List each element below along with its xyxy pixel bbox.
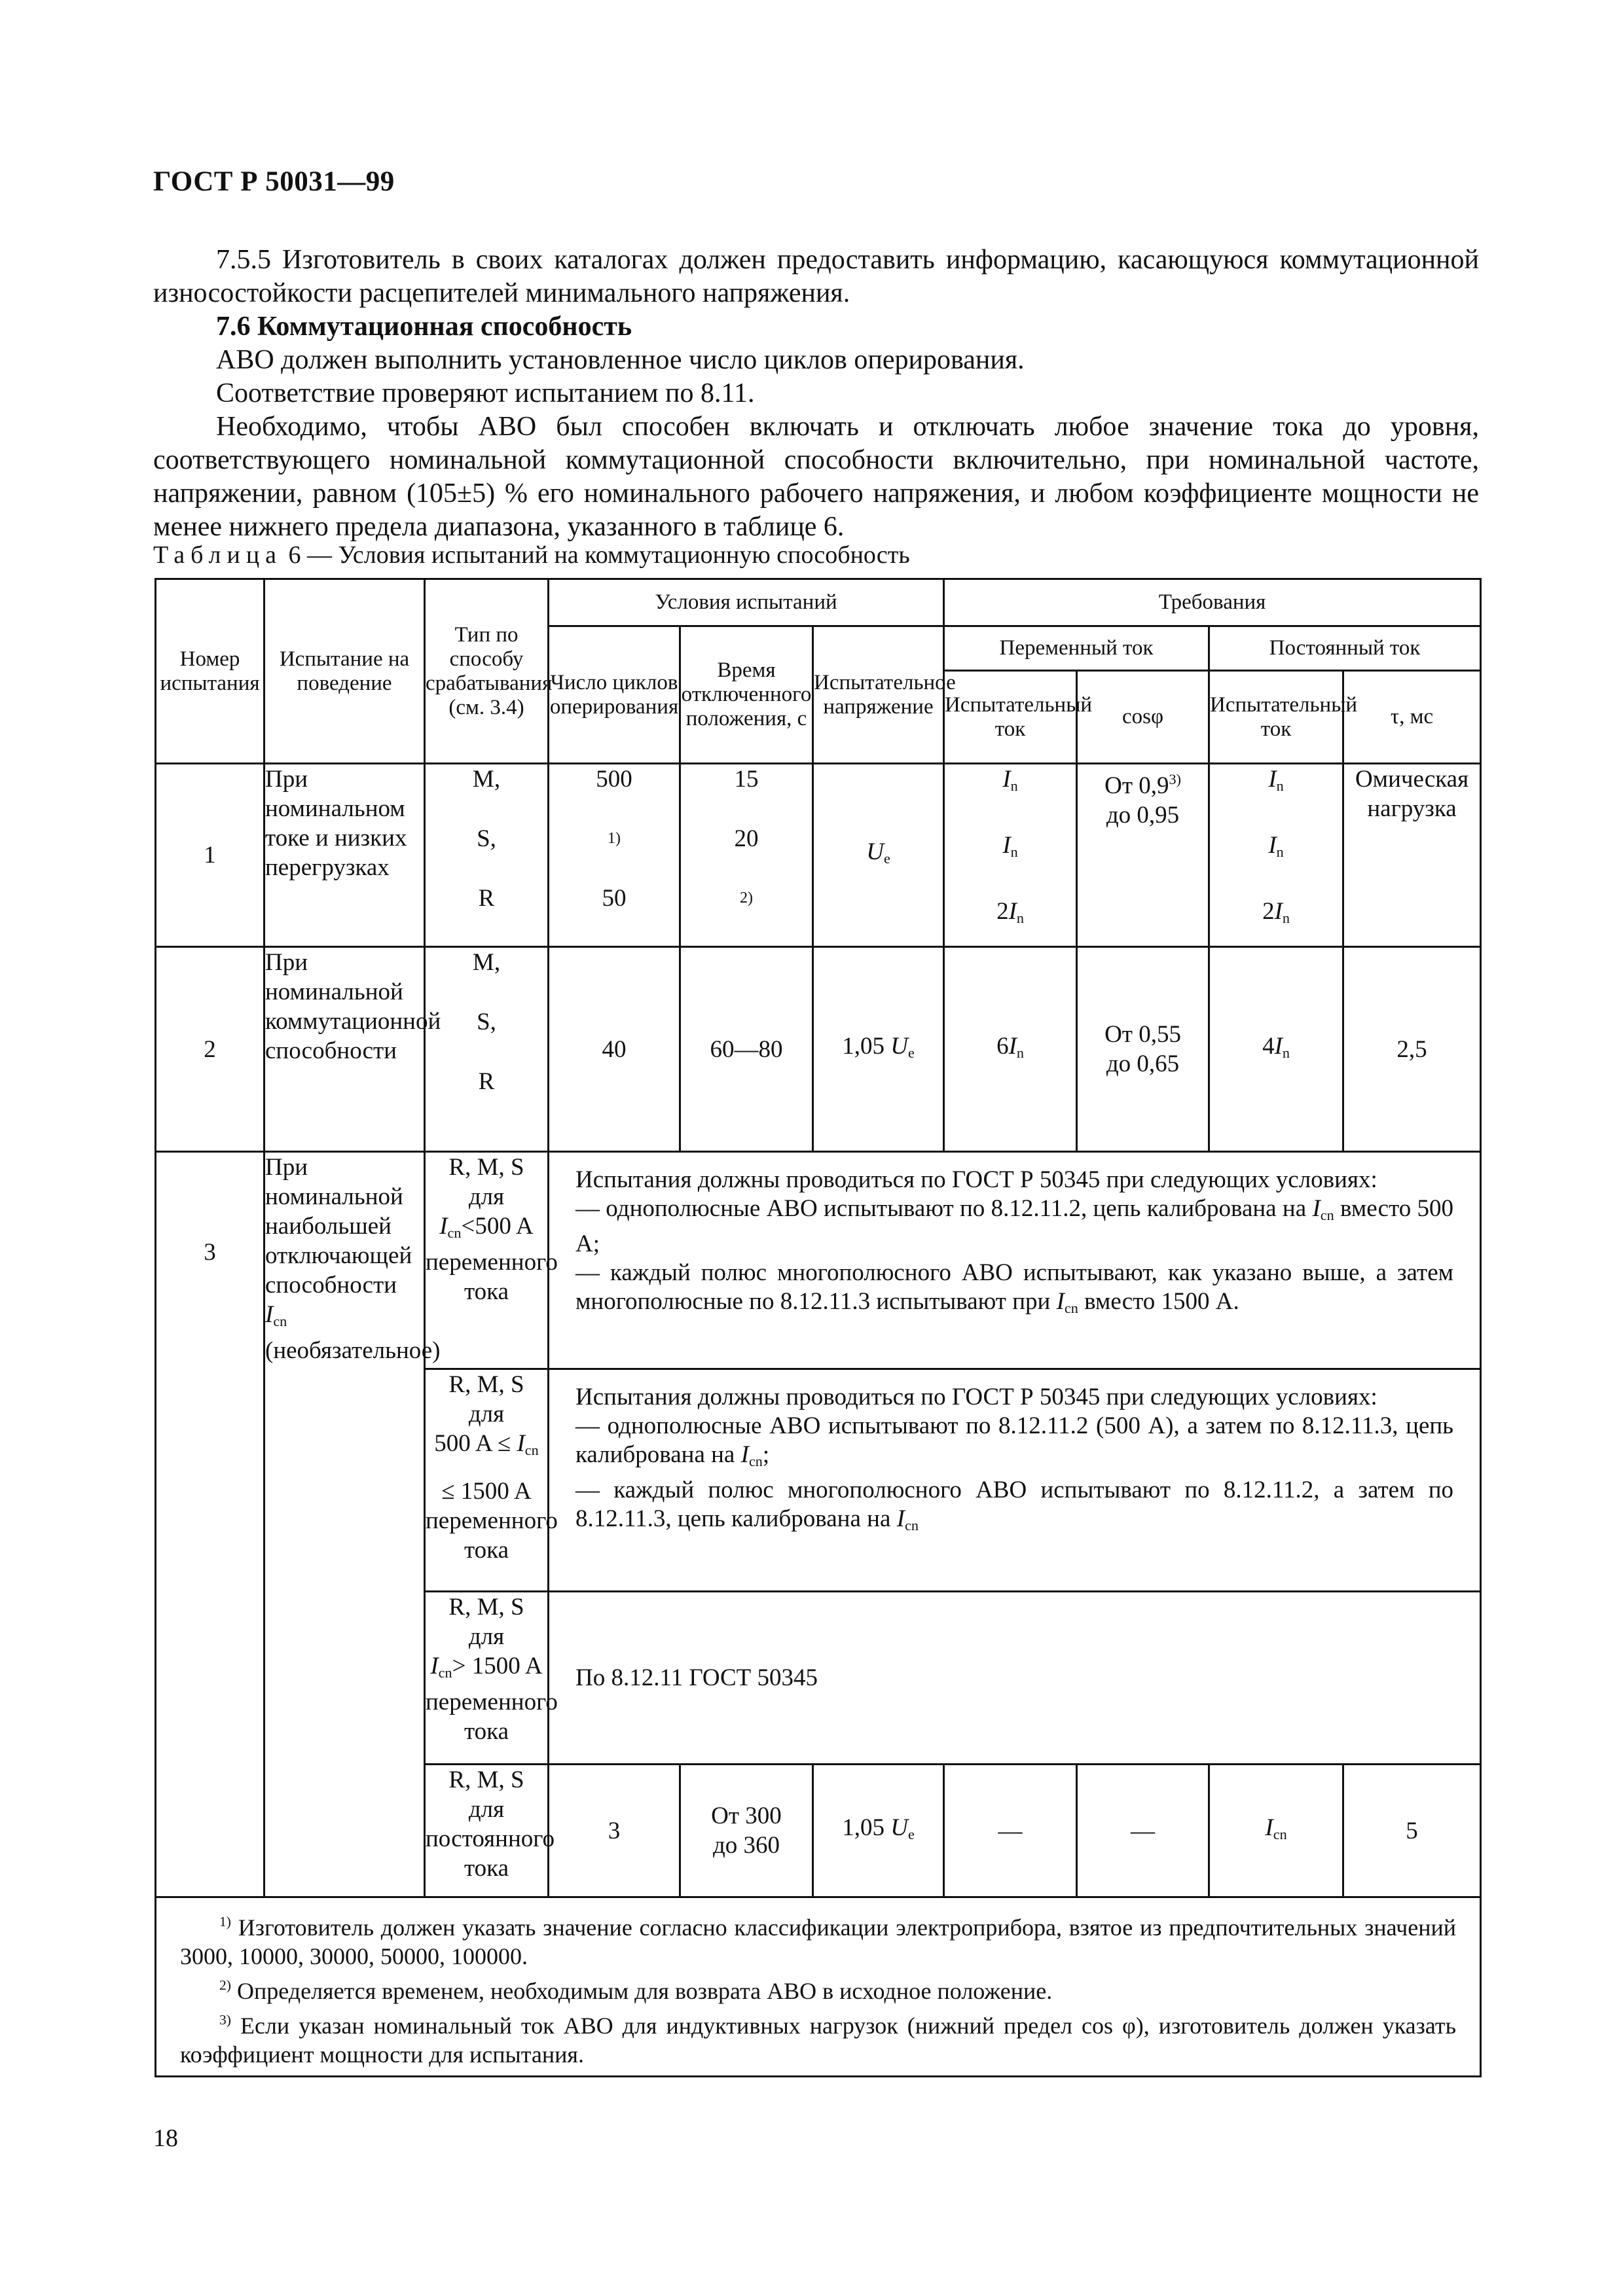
row1-behavior: При номинальном токе и низких перегрузках	[264, 764, 425, 947]
paragraph-7-5-5: 7.5.5 Изготовитель в своих каталогах должен предоставить информацию, касающуюся коммутационной износостойкости расцепителей минимального напряжения.	[153, 245, 1479, 308]
row1-dc-current-value: $I_n$	[1268, 766, 1284, 794]
row1-number: 1	[156, 764, 264, 947]
header-behavior: Испытание на поведение	[264, 579, 425, 764]
row1-ac-current-value: $I_n$	[1002, 766, 1018, 794]
footnote-ref: 2)	[740, 889, 753, 906]
paragraph: Необходимо, чтобы АВО был способен включать и отключать любое значение тока до уровня, соответствующего номинальной коммутационной способности включительно, при номинальной частоте, напряжении, равном (105±5) % его номинального рабочего напряжения, и любом коэффициенте мощности не менее нижнего предела диапазона, указанного в таблице 6.	[153, 412, 1479, 542]
table-caption	[153, 541, 910, 569]
header-tau: τ, мс	[1343, 671, 1481, 764]
paragraph: АВО должен выполнить установленное число циклов оперирования.	[216, 345, 1025, 375]
table-row	[156, 947, 1481, 1152]
paragraph: Соответствие проверяют испытанием по 8.11.	[216, 378, 755, 408]
header-ac-current: Испытательный ток	[944, 671, 1077, 764]
row3-sub2-type: R, M, S для 500 $A \le I_{cn}$ ≤ 1500 A переменного тока	[425, 1369, 549, 1592]
table-caption-title: — Условия испытаний на коммутационную способность	[307, 541, 910, 569]
row3-sub4-cos: —	[1077, 1765, 1209, 1897]
row1-types	[425, 764, 549, 947]
table-footnotes	[156, 1897, 1481, 2077]
header-cycles: Число циклов оперирования	[549, 626, 680, 764]
row1-cycles-value: 50	[602, 885, 627, 912]
footnote: $^{3)}$ Если указан номинальный ток АВО для индуктивных нагрузок (нижний предел cos φ), изготовитель должен указать коэффициент мощности для испытания.	[180, 2012, 1457, 2068]
header-requirements: Требования	[944, 579, 1481, 626]
row1-cycles-value: 500	[596, 766, 632, 793]
row1-type: R	[478, 885, 495, 912]
row3-sub2-conditions: Испытания должны проводиться по ГОСТ Р 50345 при следующих условиях: — однополюсные АВО испытывают по 8.12.11.2 (500 А), а затем по 8.12.11.3, цепь калибрована на $I_{cn}$; — каждый полюс многополюсного АВО испытывают по 8.12.11.2, а затем по 8.12.11.3, цепь калибрована на $I_{cn}$	[549, 1369, 1481, 1592]
row2-voltage: 1,05 $U_e$	[813, 947, 944, 1152]
row2-ac-current: $6I_n$	[944, 947, 1077, 1152]
row1-ac-current-value: $I_n$	[1002, 832, 1018, 860]
header-cos: cosφ	[1077, 671, 1209, 764]
row1-cycles	[549, 764, 680, 947]
row1-dc-current-value: $I_n$	[1268, 832, 1284, 860]
header-test-conditions: Условия испытаний	[549, 579, 944, 626]
row3-sub4-cycles: 3	[549, 1765, 680, 1897]
footnote: $^{2)}$ Определяется временем, необходимым для возврата АВО в исходное положение.	[219, 1977, 1053, 2004]
header-dc-current: Испытательный ток	[1209, 671, 1343, 764]
row2-behavior: При номинальной коммутационной способности	[264, 947, 425, 1152]
row2-cos: От 0,55 до 0,65	[1077, 947, 1209, 1152]
header-dc: Постоянный ток	[1209, 626, 1481, 671]
row1-cos: От 0,9$^{3)}$ до 0,95	[1077, 764, 1209, 947]
row2-types: M, S, R	[425, 947, 549, 1152]
row3-sub4-dc-current: $I_{cn}$	[1209, 1765, 1343, 1897]
row3-sub4-voltage: 1,05 $U_e$	[813, 1765, 944, 1897]
header-off-time: Время отключенного положения, с	[680, 626, 813, 764]
row3-sub3-conditions: По 8.12.11 ГОСТ 50345	[549, 1592, 1481, 1765]
row3-sub4-off-time: От 300 до 360	[680, 1765, 813, 1897]
row1-off-time-value: 15	[734, 766, 759, 793]
row2-number: 2	[156, 947, 264, 1152]
row2-tau: 2,5	[1343, 947, 1481, 1152]
row1-tau: Омическая нагрузка	[1343, 764, 1481, 947]
row1-ac-current	[944, 764, 1077, 947]
section-heading-7-6: 7.6 Коммутационная способность	[216, 312, 632, 342]
row3-sub4-type: R, M, S для постоянного тока	[425, 1765, 549, 1897]
body-text	[153, 243, 1479, 544]
row3-sub4-ac-current: —	[944, 1765, 1077, 1897]
header-trip-type: Тип по способу срабатывания (см. 3.4)	[425, 579, 549, 764]
row3-sub1-type: R, M, S для $I_{cn}<500$ A переменного тока	[425, 1152, 549, 1369]
table-row	[156, 1152, 1481, 1369]
row1-type: S,	[477, 825, 496, 852]
table-footnotes-row	[156, 1897, 1481, 2077]
row1-dc-current-value: $2I_n$	[1262, 898, 1290, 926]
page-number: 18	[153, 2125, 178, 2152]
row3-behavior: При номинальной наибольшей отключающей способности $I_{cn}$ (необязательное)	[264, 1152, 425, 1897]
table-row	[156, 764, 1481, 947]
row1-dc-current	[1209, 764, 1343, 947]
row1-voltage: $U_e$	[813, 764, 944, 947]
row2-off-time: 60—80	[680, 947, 813, 1152]
row3-sub3-type: R, M, S для $I_{cn}> 1500$ A переменного тока	[425, 1592, 549, 1765]
row1-type: M,	[472, 766, 501, 793]
row3-sub4-tau: 5	[1343, 1765, 1481, 1897]
document-header: ГОСТ Р 50031—99	[153, 166, 395, 197]
row3-sub1-conditions: Испытания должны проводиться по ГОСТ Р 50345 при следующих условиях: — однополюсные АВО испытывают по 8.12.11.2, цепь калибрована на $I_{cn}$ вместо 500 А; — каждый полюс многополюсного АВО испытывают, как указано выше, а затем многополюсные по 8.12.11.3 испытывают при $I_{cn}$ вместо 1500 А.	[549, 1152, 1481, 1369]
header-ac: Переменный ток	[944, 626, 1209, 671]
row1-off-time-value: 20	[734, 825, 759, 852]
row2-cycles: 40	[549, 947, 680, 1152]
row1-off-time	[680, 764, 813, 947]
table-caption-number: 6	[288, 541, 301, 569]
footnote: $^{1)}$ Изготовитель должен указать значение согласно классификации электроприбора, взятое из предпочтительных значений 3000, 10000, 30000, 50000, 100000.	[180, 1914, 1457, 1969]
row2-dc-current: $4I_n$	[1209, 947, 1343, 1152]
header-test-voltage: Испытательное напряжение	[813, 626, 944, 764]
row3-number: 3	[156, 1152, 264, 1897]
table-caption-prefix: Таблица	[153, 541, 283, 569]
test-conditions-table	[155, 578, 1482, 2077]
header-number: Номер испытания	[156, 579, 264, 764]
footnote-ref: 1)	[608, 830, 621, 847]
row1-ac-current-value: $2I_n$	[996, 898, 1024, 926]
